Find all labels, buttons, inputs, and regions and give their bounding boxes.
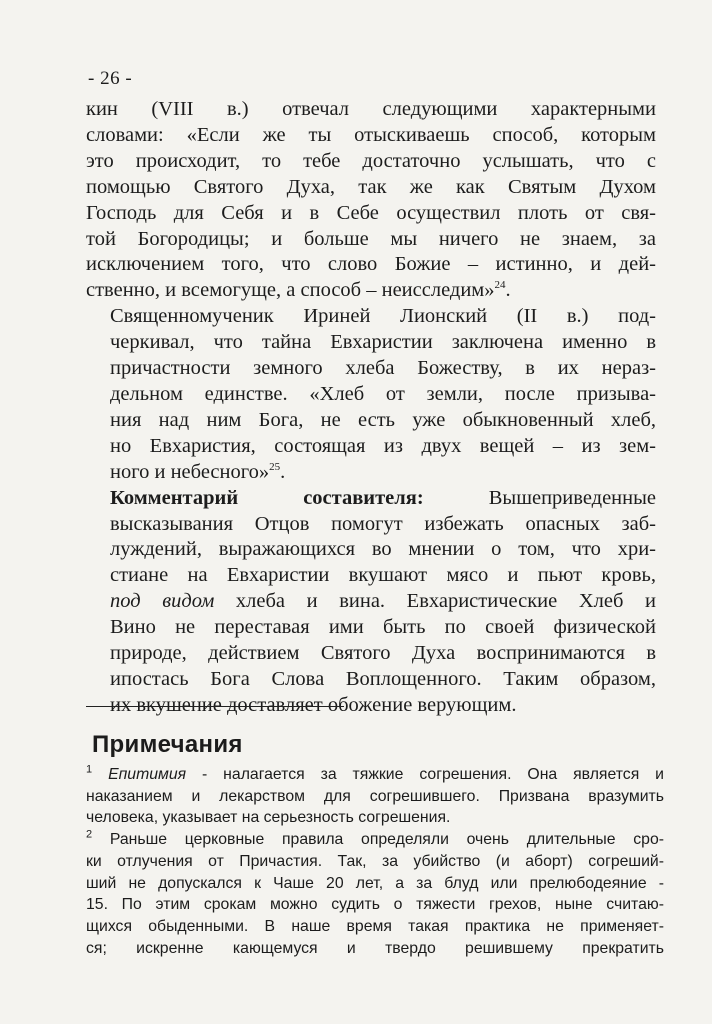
note-line [86,829,664,851]
text-fragment: - налагается за тяжкие согрешения. Она является и [186,766,665,783]
text-line: ипостась Бога Слова Воплощенного. Таким образом, [110,667,656,690]
text-fragment: Раньше церковные правила определяли очень длительные сро- [109,831,665,849]
text-line: помощью Святого Духа, так же как Святым Духом [86,175,656,198]
text-line: но Евхаристия, состоящая из двух вещей – из зем- [110,434,656,457]
note-2 [86,829,664,959]
text-line: той Богородицы; и больше мы ничего не знаем, за [86,227,656,250]
text-line [86,486,656,512]
text-line: ния над ним Бога, не есть уже обыкновенный хлеб, [110,408,656,431]
note-line: человека, указывает на серьезность согрешения. [86,809,451,827]
text-line: исключением того, что слово Божие – истинно, и дей- [86,253,656,276]
italic-phrase: под видом [110,590,215,613]
note-line [86,764,664,786]
text-fragment: Вышеприведенные [423,486,656,509]
note-line: ший не допускался к Чаше 20 лет, а за блуд или прелюбодеяние - [86,874,664,892]
text-fragment: . [505,279,511,302]
text-line [86,589,656,615]
footnote-ref-24[interactable]: 24 [494,279,506,292]
note-1 [86,764,664,829]
text-line [86,460,656,486]
notes-section [86,764,664,959]
text-line: Вино не переставая ими быть по своей физической [110,616,656,639]
text-fragment: . [280,460,286,483]
footnote-ref-25[interactable]: 25 [269,460,281,473]
text-fragment: хлеба и вина. Евхаристические Хлеб и [214,590,657,613]
text-line: причастности земного хлеба Божеству, в их нераз- [110,357,656,380]
text-line: высказывания Отцов помогут избежать опасных заб- [110,512,656,535]
note-number: 2 [86,828,93,841]
paragraph-damascene-quote [86,97,656,304]
comment-label: Комментарий составителя: [110,486,424,509]
paragraph-irenaeus [86,304,656,485]
text-line: кин (VIII в.) отвечал следующими характерными [86,98,656,120]
text-line: это происходит, то тебе достаточно услышать, что с [86,149,656,172]
text-fragment: ного и небесного» [110,460,270,483]
text-line: природе, действием Святого Духа воспринимаются в [110,642,656,665]
paragraph-compiler-comment [86,486,656,719]
text-line: черкивал, что тайна Евхаристии заключена именно в [110,331,656,354]
text-fragment: ственно, и всемогуще, а способ – неисследим» [86,279,495,302]
note-line: щихся обыденными. В наше время такая практика не применяет- [86,917,664,935]
footnote-divider [86,706,344,707]
note-line: ки отлучения от Причастия. Так, за убийство (и аборт) согреший- [86,852,664,870]
text-line: Господь для Себя и в Себе осуществил плоть от свя- [86,201,656,224]
text-line: дельном единстве. «Хлеб от земли, после призыва- [110,382,656,405]
note-line: наказанием и лекарством для согрешившего. Призвана вразумить [86,787,664,805]
text-line: словами: «Если же ты отыскиваешь способ, которым [86,123,656,146]
note-term: Епитимия [108,766,187,783]
text-line: Священномученик Ириней Лионский (II в.) под- [110,305,656,328]
note-line: ся; искренне кающемуся и твердо решившему прекратить [86,939,664,957]
text-line: стиане на Евхаристии вкушают мясо и пьют кровь, [110,564,656,587]
page-number: - 26 - [88,68,133,89]
notes-heading: Примечания [92,731,243,758]
text-line [86,278,656,304]
text-line: луждений, выражающихся во мнении о том, что хри- [110,538,656,561]
note-line: 15. По этим срокам можно судить о тяжести грехов, ныне считаю- [86,896,664,914]
text-line: их вкушение доставляет обожение верующим. [110,693,517,716]
note-number: 1 [86,763,93,776]
main-text [86,97,656,719]
